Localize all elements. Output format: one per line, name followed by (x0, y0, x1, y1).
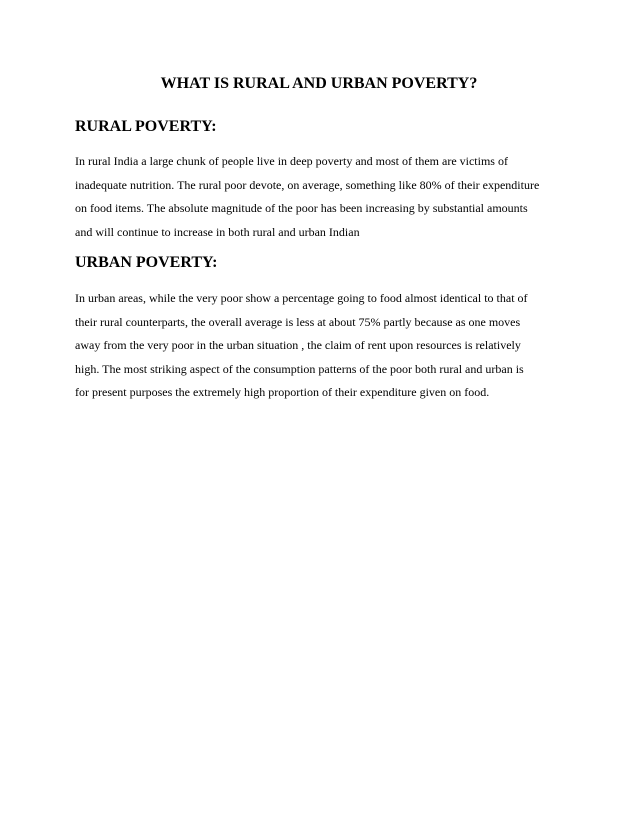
rural-poverty-paragraph (75, 150, 575, 244)
paragraph-line: their rural counterparts, the overall average is less at about 75% partly because as one moves (75, 314, 521, 329)
paragraph-line: away from the very poor in the urban situation , the claim of rent upon resources is relatively (75, 338, 521, 352)
urban-poverty-heading: URBAN POVERTY: (75, 254, 218, 271)
page-title: WHAT IS RURAL AND URBAN POVERTY? (160, 75, 478, 92)
paragraph-line: for present purposes the extremely high proportion of their expenditure given on food. (75, 385, 490, 399)
paragraph-line: In urban areas, while the very poor show a percentage going to food almost identical to that of (75, 291, 528, 305)
paragraph-line: and will continue to increase in both rural and urban Indian (75, 224, 360, 239)
paragraph-line: In rural India a large chunk of people live in deep poverty and most of them are victims of (75, 154, 508, 168)
paragraph-line: inadequate nutrition. The rural poor devote, on average, something like 80% of their expenditure (75, 177, 540, 192)
paragraph-line: on food items. The absolute magnitude of the poor has been increasing by substantial amounts (75, 201, 528, 215)
rural-poverty-heading: RURAL POVERTY: (75, 118, 217, 135)
urban-poverty-paragraph (75, 287, 575, 405)
paragraph-line: high. The most striking aspect of the consumption patterns of the poor both rural and urban is (75, 361, 524, 376)
